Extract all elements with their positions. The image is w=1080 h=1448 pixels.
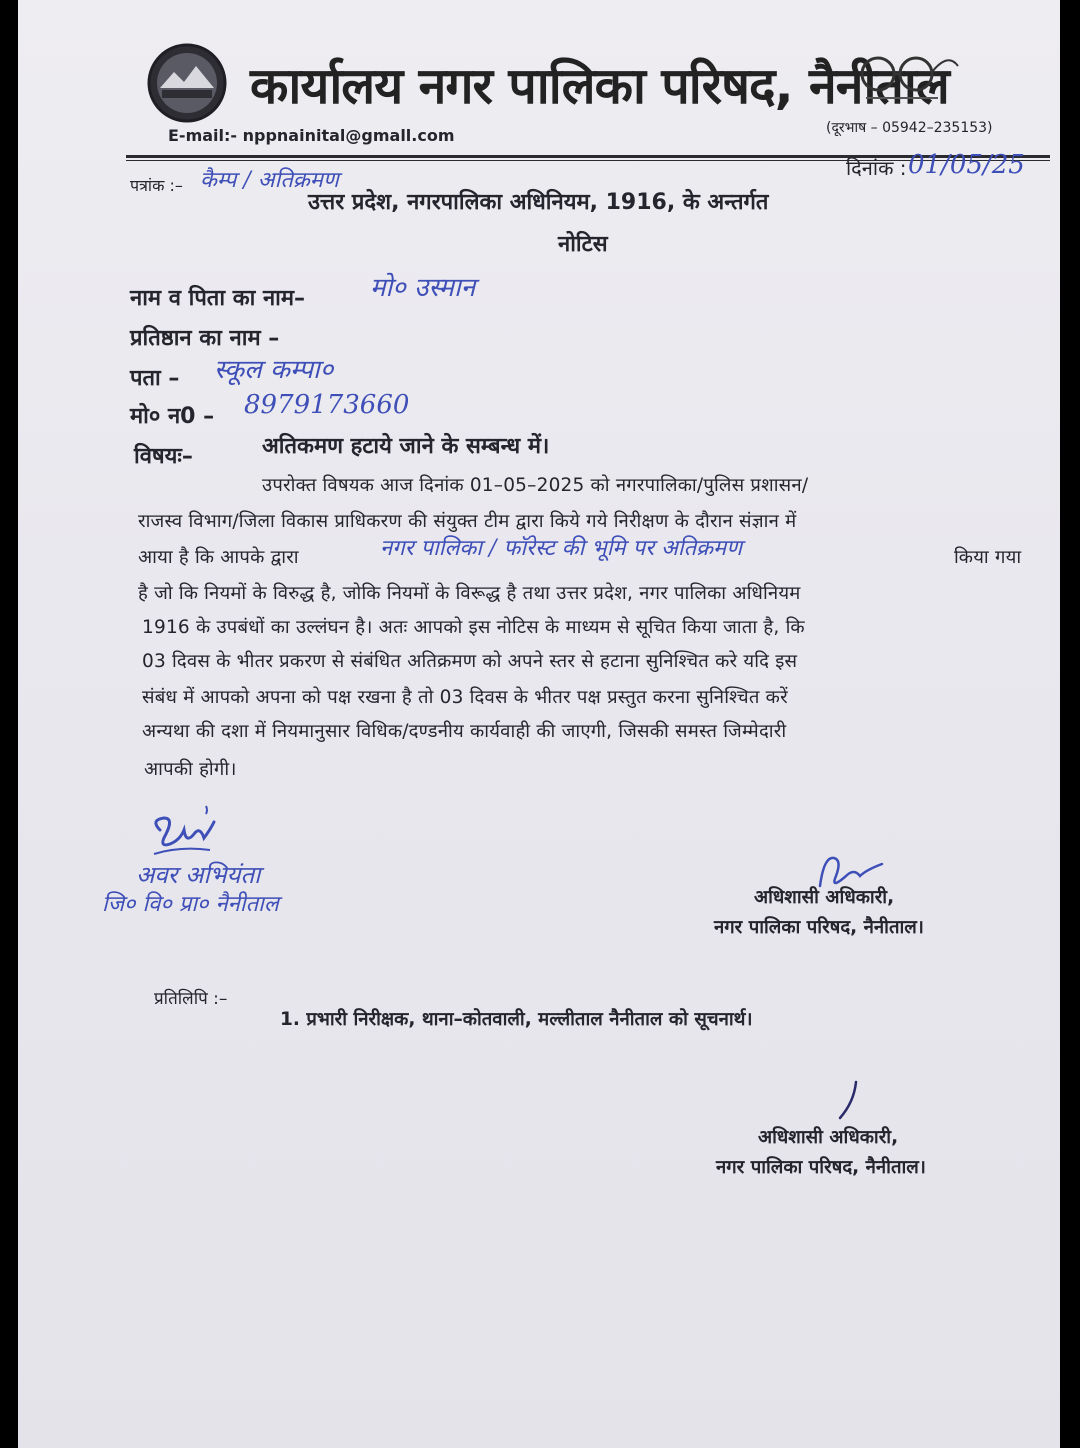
address-value: स्कूल कम्पा० — [214, 355, 334, 385]
body-line: किया गया — [954, 547, 1022, 568]
encroachment-description: नगर पालिका / फॉरेस्ट की भूमि पर अतिक्रमण — [380, 536, 743, 561]
office-email: E-mail:- nppnainital@gmall.com — [168, 126, 455, 145]
body-line: उपरोक्त विषयक आज दिनांक 01–05–2025 को नगरपालिका/पुलिस प्रशासन/ — [262, 475, 809, 496]
office-phone: (दूरभाष – 05942–235153) — [826, 120, 993, 136]
date-value: 01/05/25 — [908, 150, 1025, 180]
name-label: नाम व पिता का नाम– — [130, 286, 306, 311]
body-line: राजस्व विभाग/जिला विकास प्राधिकरण की संयुक्त टीम द्वारा किये गये निरीक्षण के दौरान संज्ञान में — [138, 511, 797, 532]
officer-title: अधिशासी अधिकारी, — [754, 887, 895, 908]
body-line: 03 दिवस के भीतर प्रकरण से संबंधित अतिक्रमण को अपने स्तर से हटाना सुनिश्चित करे यदि इस — [142, 651, 798, 672]
left-signatory-title: अवर अभियंता — [136, 861, 261, 889]
officer-org: नगर पालिका परिषद, नैनीताल। — [714, 917, 924, 938]
notice-document — [18, 0, 1060, 1448]
body-line: अन्यथा की दशा में नियमानुसार विधिक/दण्डनीय कार्यवाही की जाएगी, जिसकी समस्त जिम्मेदारी — [142, 721, 787, 742]
reference-value: कैम्प / अतिक्रमण — [200, 168, 339, 193]
body-line: है जो कि नियमों के विरुद्ध है, जोकि नियमों के विरूद्ध है तथा उत्तर प्रदेश, नगर पालिका अधिनियम — [138, 583, 801, 604]
body-line: 1916 के उपबंधों का उल्लंघन है। अतः आपको इस नोटिस के माध्यम से सूचित किया जाता है, कि — [142, 617, 805, 638]
officer-title-bottom: अधिशासी अधिकारी, — [758, 1127, 899, 1148]
subject-label: विषयः– — [134, 444, 193, 469]
address-label: पता – — [130, 366, 180, 391]
bottom-signature-icon — [832, 1078, 862, 1122]
mobile-label: मो० न0 – — [130, 404, 215, 429]
office-title: कार्यालय नगर पालिका परिषद, नैनीताल — [250, 57, 949, 115]
nagar-palika-emblem-icon — [146, 42, 228, 124]
left-signatory-org: जि० वि० प्रा० नैनीताल — [102, 892, 279, 917]
body-line: संबंध में आपको अपना को पक्ष रखना है तो 03 दिवस के भीतर पक्ष प्रस्तुत करना सुनिश्चित करें — [142, 687, 788, 708]
body-line: आपकी होगी। — [144, 759, 237, 780]
copy-label: प्रतिलिपि :– — [154, 989, 228, 1009]
establishment-label: प्रतिष्ठान का नाम – — [130, 326, 280, 351]
subject-value: अतिकमण हटाये जाने के सम्बन्ध में। — [262, 434, 550, 459]
act-heading: उत्तर प्रदेश, नगरपालिका अधिनियम, 1916, के अन्तर्गत — [308, 190, 769, 215]
body-line: आया है कि आपके द्वारा — [138, 547, 299, 568]
notice-title: नोटिस — [558, 232, 608, 257]
officer-org-bottom: नगर पालिका परिषद, नैनीताल। — [716, 1157, 926, 1178]
swachh-bharat-logo-icon — [848, 52, 960, 108]
date-label: दिनांक : — [846, 156, 907, 180]
copy-item: 1. प्रभारी निरीक्षक, थाना–कोतवाली, मल्लीताल नैनीताल को सूचनार्थ। — [280, 1009, 753, 1030]
name-value: मो० उस्मान — [370, 273, 476, 303]
mobile-value: 8979173660 — [244, 390, 410, 420]
reference-label: पत्रांक :– — [130, 176, 183, 195]
